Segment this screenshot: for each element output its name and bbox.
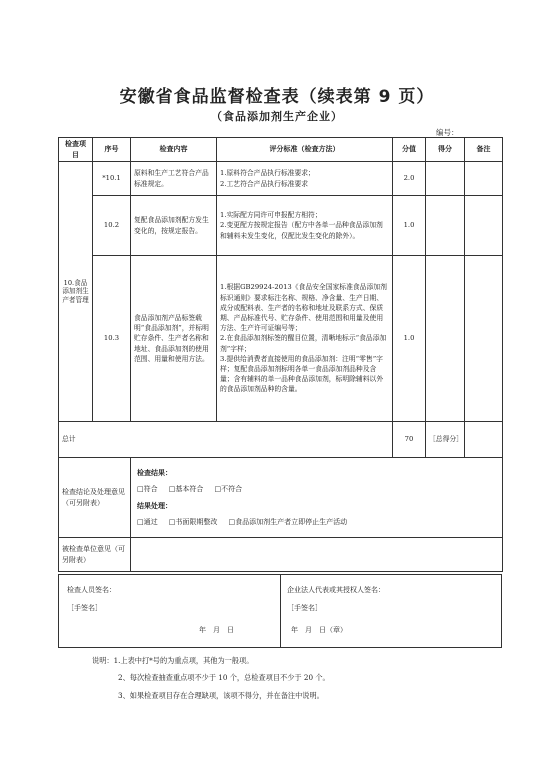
points-cell[interactable] xyxy=(426,256,465,422)
note-item: 1.上表中打*号的为重点项，其他为一般项。 xyxy=(113,656,254,665)
points-cell[interactable] xyxy=(426,162,465,196)
remark-cell[interactable] xyxy=(465,256,503,422)
table-header-row xyxy=(59,138,503,162)
code-label: 编号： xyxy=(436,128,459,137)
seq-cell: 10.3 xyxy=(93,256,131,422)
notes-prefix: 说明： xyxy=(92,656,114,665)
note-item: 3、如果检查项目存在合理缺项，该项不得分，并在备注中说明。 xyxy=(118,690,324,700)
category-cell: 10.食品添加剂生产者管理 xyxy=(59,162,93,422)
criteria-cell: 1.实际配方同许可申报配方相符； 2.变更配方按规定报告（配方中各单一品种食品添加剂和辅料未发生变化，仅配比发生变化的除外）。 xyxy=(217,196,393,256)
rep-label: 企业法人代表或其授权人签名： xyxy=(287,586,385,594)
inspection-table xyxy=(58,137,503,572)
content-cell: 食品添加剂产品标签载明“食品添加剂”，并标明贮存条件、生产者名称和地址、食品添加剂的使用范围、用量和使用方法。 xyxy=(131,256,217,422)
content-cell: 原料和生产工艺符合产品标准规定。 xyxy=(131,162,217,196)
column-header: 评分标准（检查方法） xyxy=(217,138,393,162)
total-label: 总计 xyxy=(59,422,393,458)
column-header: 得分 xyxy=(426,138,465,162)
note-item: 2、每次检查抽查重点项不少于 10 个，总检查项目不少于 20 个。 xyxy=(118,673,330,683)
conclusion-label: 检查结论及处理意见（可另附表） xyxy=(59,458,131,538)
remark-cell[interactable] xyxy=(465,162,503,196)
notes xyxy=(92,652,330,704)
representative-signature-box xyxy=(280,574,502,648)
inspector-signature-box xyxy=(58,574,280,648)
opinion-label: 被检查单位意见（可另附表） xyxy=(59,538,131,572)
column-header: 备注 xyxy=(465,138,503,162)
seq-cell: 10.2 xyxy=(93,196,131,256)
score-cell: 1.0 xyxy=(393,196,426,256)
column-header: 检查项目 xyxy=(59,138,93,162)
column-header: 序号 xyxy=(93,138,131,162)
inspector-label: 检查人员签名： xyxy=(67,586,116,594)
table-row xyxy=(59,162,503,196)
handling-option-approve[interactable]: □通过 xyxy=(137,517,158,526)
result-option-fail[interactable]: □不符合 xyxy=(214,485,243,494)
handling-option-rectify[interactable]: □书面限期整改 xyxy=(168,517,218,526)
result-option-basic-pass[interactable]: □基本符合 xyxy=(168,485,204,494)
criteria-cell: 1.根据GB29924-2013《食品安全国家标准食品添加剂标识通则》要求标注名称、规格、净含量、生产日期、成分或配料表、生产者的名称和地址及联系方式、保质期、产品标准代号、贮存条件、使用范围和用量及使用方法、生产许可证编号等； 2.在食品添加剂标签的醒目位置，清晰地标示“食品添加剂”字样； 3.提供给消费者直接使用的食品添加剂：注明“零售”字样；复配食品添加剂标明各单一食品添加剂品种及含量；含有辅料的单一品种食品添加剂，标明除辅料以外的食品添加剂品种的含量。 xyxy=(217,256,393,422)
total-value: 70 xyxy=(393,422,426,458)
result-option-pass[interactable]: □符合 xyxy=(137,485,158,494)
handling-title: 结果处理： xyxy=(137,500,172,510)
total-row xyxy=(59,422,503,458)
total-remark-cell[interactable] xyxy=(465,422,503,458)
points-cell[interactable] xyxy=(426,196,465,256)
content-cell: 复配食品添加剂配方发生变化的，按规定报告。 xyxy=(131,196,217,256)
rep-sign[interactable]: ［手签名］ xyxy=(287,604,322,612)
seq-cell: *10.1 xyxy=(93,162,131,196)
column-header: 分值 xyxy=(393,138,426,162)
opinion-body[interactable] xyxy=(131,538,503,572)
page-subtitle: （食品添加剂生产企业） xyxy=(211,110,343,123)
total-score-label: ［总得分］ xyxy=(426,422,465,458)
column-header: 检查内容 xyxy=(131,138,217,162)
conclusion-body xyxy=(131,458,503,538)
handling-option-stop[interactable]: □食品添加剂生产者立即停止生产活动 xyxy=(228,517,348,526)
inspector-date: 年 月 日 xyxy=(199,626,234,634)
conclusion-row xyxy=(59,458,503,538)
score-cell: 2.0 xyxy=(393,162,426,196)
opinion-row xyxy=(59,538,503,572)
criteria-cell: 1.原料符合产品执行标准要求； 2.工艺符合产品执行标准要求 xyxy=(217,162,393,196)
result-title: 检查结果： xyxy=(137,468,172,478)
rep-date: 年 月 日（章） xyxy=(291,626,347,634)
inspector-sign[interactable]: ［手签名］ xyxy=(67,604,102,612)
page-title: 安徽省食品监督检查表（续表第 9 页） xyxy=(119,87,435,107)
table-row xyxy=(59,256,503,422)
table-row xyxy=(59,196,503,256)
score-cell: 1.0 xyxy=(393,256,426,422)
remark-cell[interactable] xyxy=(465,196,503,256)
